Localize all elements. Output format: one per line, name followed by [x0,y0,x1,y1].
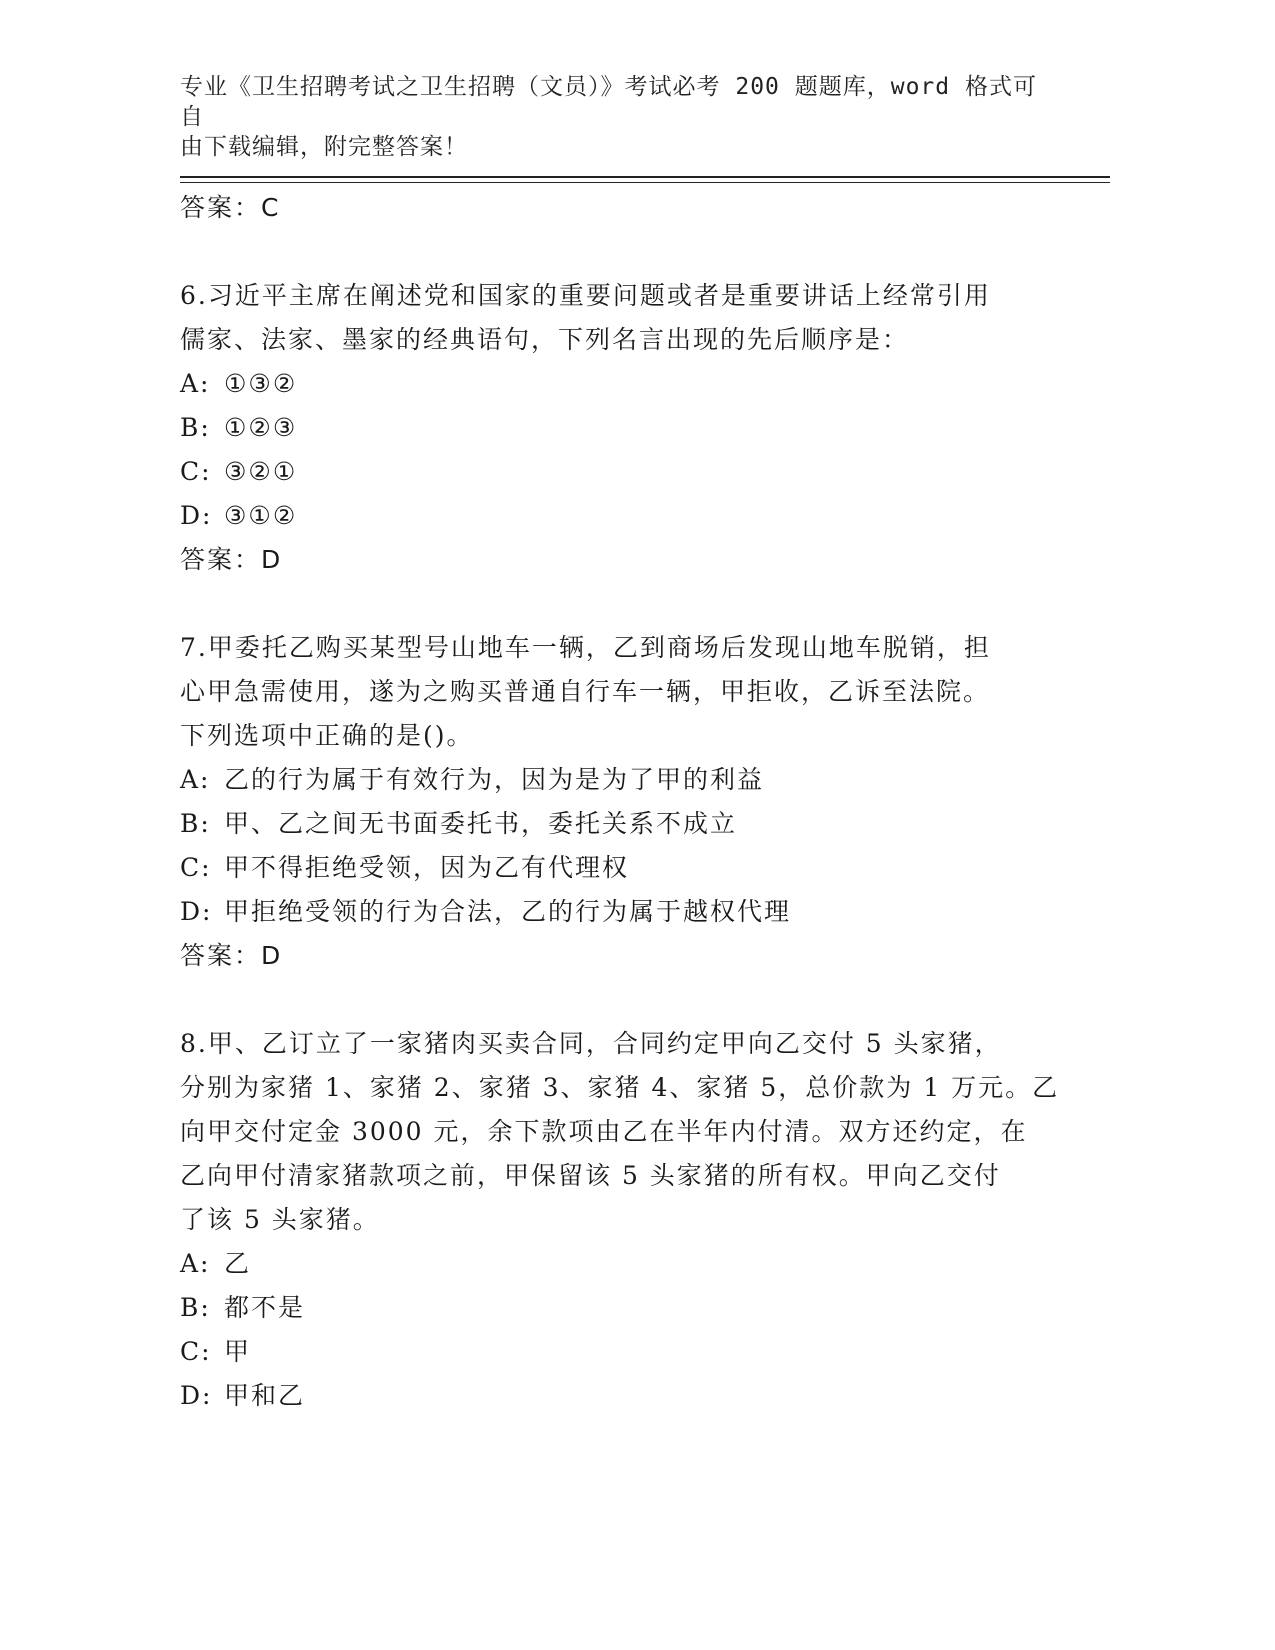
option-letter: B: [180,413,211,442]
header-line-1: 专业《卫生招聘考试之卫生招聘（文员）》考试必考 200 题题库，word 格式可自 [180,74,1037,130]
option-text: 甲和乙 [224,1381,306,1410]
option-text: 甲不得拒绝受领，因为乙有代理权 [224,853,630,882]
question-text-line: 下列选项中正确的是()。 [180,721,474,750]
option-text: ①②③ [224,413,298,442]
question-6 [180,274,1060,582]
question-text-line: 向甲交付定金 3000 元，余下款项由乙在半年内付清。双方还约定，在 [180,1117,1028,1146]
question-text-line: 乙向甲付清家猪款项之前，甲保留该 5 头家猪的所有权。甲向乙交付 [180,1161,1001,1190]
spacer [180,230,1060,274]
option-text: 甲拒绝受领的行为合法，乙的行为属于越权代理 [224,897,792,926]
question-text-line: 8.甲、乙订立了一家猪肉买卖合同，合同约定甲向乙交付 5 头家猪， [180,1029,1002,1058]
document-header [180,72,1060,162]
question-text-line: 分别为家猪 1、家猪 2、家猪 3、家猪 4、家猪 5，总价款为 1 万元。乙 [180,1073,1060,1102]
option-b [180,1286,1060,1330]
header-rule-thick [180,176,1110,178]
option-letter: D: [180,1381,213,1410]
option-text: ①③② [224,369,298,398]
option-b [180,406,1060,450]
option-d [180,1374,1060,1418]
question-text-line: 6.习近平主席在阐述党和国家的重要问题或者是重要讲话上经常引用 [180,281,991,310]
option-letter: D: [180,501,213,530]
option-letter: A: [180,1249,211,1278]
option-a [180,362,1060,406]
option-text: ③①② [224,501,298,530]
answer-line: 答案：D [180,545,283,574]
question-text-line: 了该 5 头家猪。 [180,1205,380,1234]
answer-line: 答案：D [180,941,283,970]
question-8 [180,1022,1060,1418]
option-text: 都不是 [224,1293,306,1322]
option-letter: C: [180,1337,212,1366]
option-c [180,1330,1060,1374]
option-d [180,494,1060,538]
option-text: 甲、乙之间无书面委托书，委托关系不成立 [224,809,738,838]
spacer [180,978,1060,1022]
option-letter: C: [180,457,212,486]
option-letter: D: [180,897,213,926]
question-text-line: 心甲急需使用，遂为之购买普通自行车一辆，甲拒收，乙诉至法院。 [180,677,991,706]
header-rule-thin [180,182,1110,183]
option-text: 乙 [224,1249,252,1278]
option-letter: B: [180,1293,211,1322]
option-letter: C: [180,853,212,882]
option-letter: A: [180,369,211,398]
question-text-line: 7.甲委托乙购买某型号山地车一辆，乙到商场后发现山地车脱销，担 [180,633,991,662]
question-7 [180,626,1060,978]
option-letter: B: [180,809,211,838]
option-a [180,758,1060,802]
spacer [180,582,1060,626]
document-body [180,186,1060,1418]
option-text: 乙的行为属于有效行为，因为是为了甲的利益 [224,765,765,794]
option-c [180,846,1060,890]
option-c [180,450,1060,494]
option-a [180,1242,1060,1286]
header-line-2: 由下载编辑，附完整答案！ [180,134,468,160]
option-b [180,802,1060,846]
option-d [180,890,1060,934]
option-text: 甲 [224,1337,252,1366]
question-text-line: 儒家、法家、墨家的经典语句，下列名言出现的先后顺序是： [180,325,910,354]
option-text: ③②① [224,457,298,486]
option-letter: A: [180,765,211,794]
answer-line: 答案：C [180,193,281,222]
